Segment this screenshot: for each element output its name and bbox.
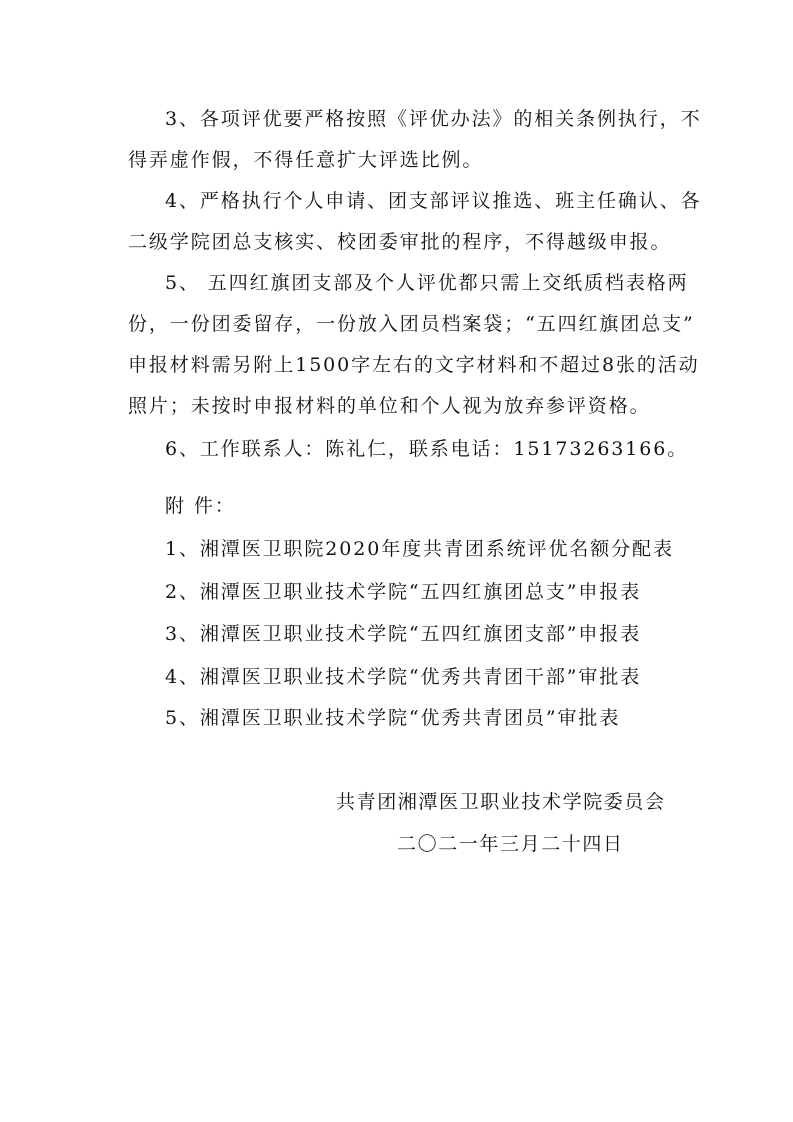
item-5-line-1: 5、 五四红旗团支部及个人评优都只需上交纸质档表格两: [165, 272, 689, 294]
attachment-item-5: 5、湘潭医卫职业技术学院“优秀共青团员”审批表: [165, 707, 621, 729]
item-6-contact: 6、工作联系人：陈礼仁，联系电话：15173263166。: [165, 438, 689, 460]
signature-organization: 共青团湘潭医卫职业技术学院委员会: [336, 791, 666, 813]
attachments-label: 附 件：: [165, 495, 236, 517]
item-4-line-2: 二级学院团总支核实、校团委审批的程序，不得越级申报。: [128, 231, 672, 253]
item-3-line-1: 3、各项评优要严格按照《评优办法》的相关条例执行，不: [165, 108, 702, 130]
item-5-line-2: 份，一份团委留存，一份放入团员档案袋；“五四红旗团总支”: [128, 313, 695, 335]
item-3-line-2: 得弄虚作假，不得任意扩大评选比例。: [128, 149, 484, 171]
item-4-line-1: 4、严格执行个人申请、团支部评议推选、班主任确认、各: [165, 190, 702, 212]
attachment-item-2: 2、湘潭医卫职业技术学院“五四红旗团总支”申报表: [165, 581, 642, 603]
attachment-item-1: 1、湘潭医卫职院2020年度共青团系统评优名额分配表: [165, 538, 674, 560]
attachment-item-3: 3、湘潭医卫职业技术学院“五四红旗团支部”申报表: [165, 623, 642, 645]
item-5-line-3: 申报材料需另附上1500字左右的文字材料和不超过8张的活动: [128, 354, 700, 376]
item-5-line-4: 照片；未按时申报材料的单位和个人视为放弃参评资格。: [128, 395, 651, 417]
signature-date: 二〇二一年三月二十四日: [397, 833, 624, 855]
attachment-item-4: 4、湘潭医卫职业技术学院“优秀共青团干部”审批表: [165, 666, 642, 688]
